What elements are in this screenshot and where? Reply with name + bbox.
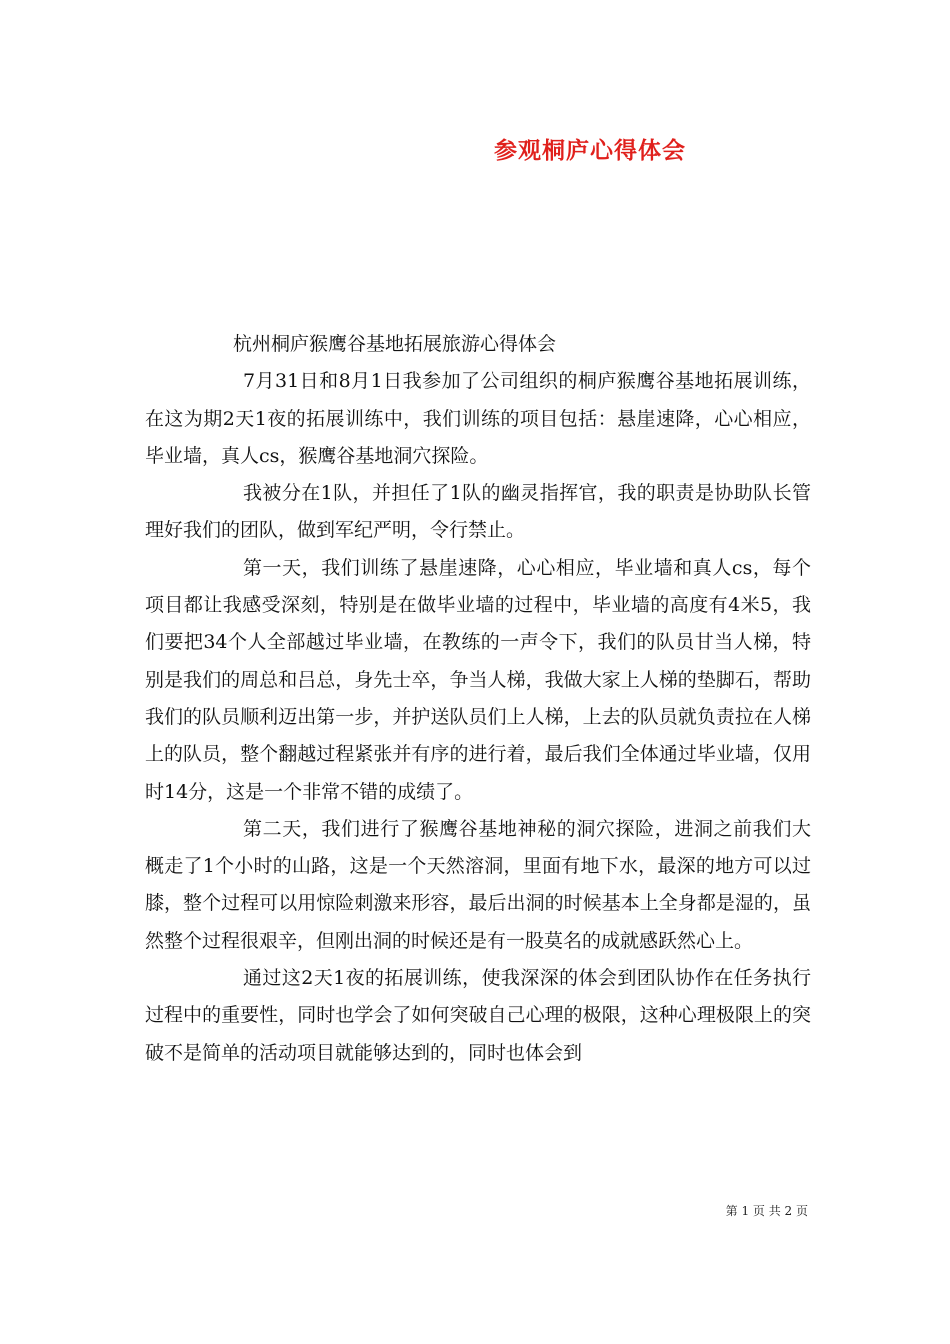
document-title: 参观桐庐心得体会 xyxy=(494,138,686,164)
paragraph: 7月31日和8月1日我参加了公司组织的桐庐猴鹰谷基地拓展训练，在这为期2天1夜的拓展训练中，我们训练的项目包括：悬崖速降，心心相应，毕业墙，真人cs，猴鹰谷基地洞穴探险。 xyxy=(145,370,811,467)
document-body xyxy=(145,326,811,1072)
paragraph: 第二天，我们进行了猴鹰谷基地神秘的洞穴探险，进洞之前我们大概走了1个小时的山路，这是一个天然溶洞，里面有地下水，最深的地方可以过膝，整个过程可以用惊险刺激来形容，最后出洞的时候基本上全身都是湿的，虽然整个过程很艰辛，但刚出洞的时候还是有一股莫名的成就感跃然心上。 xyxy=(145,817,811,952)
document-subtitle: 杭州桐庐猴鹰谷基地拓展旅游心得体会 xyxy=(233,333,557,355)
paragraph: 通过这2天1夜的拓展训练，使我深深的体会到团队协作在任务执行过程中的重要性，同时也学会了如何突破自己心理的极限，这种心理极限上的突破不是简单的活动项目就能够达到的，同时也体会到 xyxy=(145,967,811,1064)
paragraph: 我被分在1队，并担任了1队的幽灵指挥官，我的职责是协助队长管理好我们的团队，做到军纪严明，令行禁止。 xyxy=(145,482,811,542)
page-number-footer: 第 1 页 共 2 页 xyxy=(725,1204,808,1218)
paragraph: 第一天，我们训练了悬崖速降，心心相应，毕业墙和真人cs，每个项目都让我感受深刻，特别是在做毕业墙的过程中，毕业墙的高度有4米5，我们要把34个人全部越过毕业墙，在教练的一声令下，我们的队员甘当人梯，特别是我们的周总和吕总，身先士卒，争当人梯，我做大家上人梯的垫脚石，帮助我们的队员顺利迈出第一步，并护送队员们上人梯，上去的队员就负责拉在人梯上的队员，整个翻越过程紧张并有序的进行着，最后我们全体通过毕业墙，仅用时14分，这是一个非常不错的成绩了。 xyxy=(145,556,811,803)
